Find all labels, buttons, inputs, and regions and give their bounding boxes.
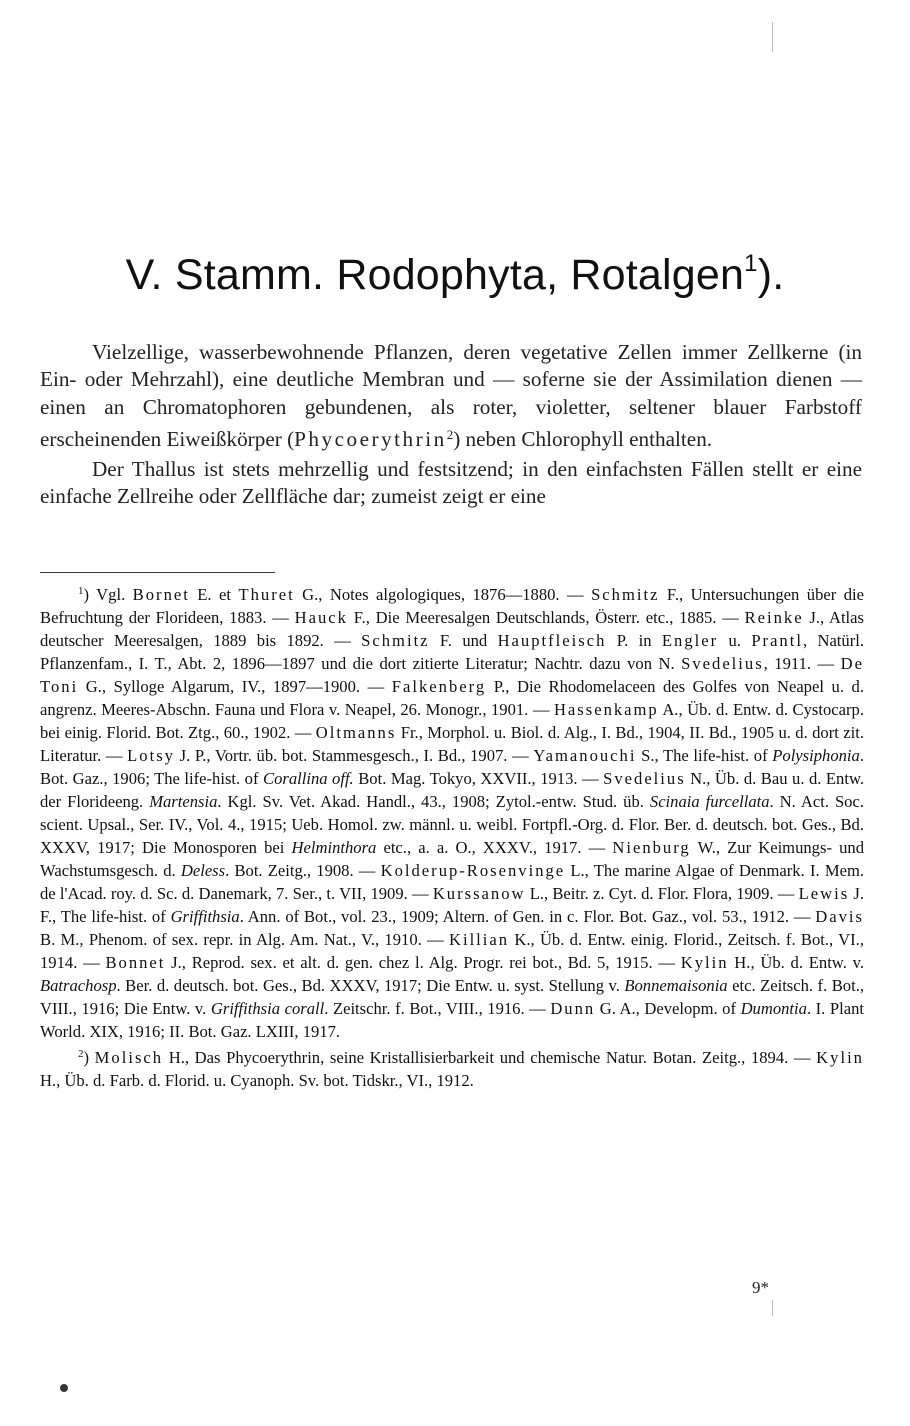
- citation-text: F. und: [429, 631, 498, 651]
- footnote-2: [40, 1043, 864, 1092]
- author-name: Svedelius: [681, 654, 764, 674]
- body-text: [40, 339, 862, 511]
- taxon-name: Scinaia furcellata: [649, 792, 770, 812]
- citation-text: ) Vgl.: [83, 585, 133, 604]
- citation-text: A., Üb. d. Entw. d. Cystocarp. bei einig. Florid. Bot. Ztg., 60., 1902. —: [40, 700, 864, 743]
- citation-text: . Kgl. Sv. Vet. Akad. Handl., 43., 1908; Zytol.-entw. Stud. üb.: [217, 792, 650, 812]
- author-name: Dunn: [550, 999, 596, 1019]
- author-name: Killian: [448, 930, 510, 950]
- taxon-name: Deless: [180, 861, 226, 881]
- paragraph-1-text: Vielzellige, wasserbewohnende Pflanzen, deren vegetative Zellen immer Zellkerne (in Ein- oder Mehrzahl), eine deutliche Membran und — soferne sie der Assimilation dienen — einen an Chromatophoren gebundenen, als roter, violetter, seltener blauer Farbstoff erscheinenden Eiweißkörper (: [40, 340, 862, 451]
- paragraph-1: [40, 339, 862, 453]
- taxon-name: Dumontia: [740, 999, 807, 1019]
- citation-text: . Zeitschr. f. Bot., VIII., 1916. —: [324, 999, 551, 1019]
- taxon-name: Bonnemaisonia: [624, 976, 728, 996]
- scan-edge-mark: [772, 22, 773, 52]
- author-name: Reinke: [744, 608, 804, 628]
- citation-text: L., The marine Algae of Denmark. I. Mem. de l'Acad. roy. d. Sc. d. Danemark, 7. Ser., t. VII, 1909. —: [40, 861, 864, 904]
- citation-text: K., Üb. d. Entw. einig. Florid., Zeitsch. f. Bot., VI., 1914. —: [40, 930, 864, 973]
- chapter-title: [0, 250, 910, 300]
- author-name: Schmitz: [591, 585, 660, 604]
- author-name: Kolderup-Rosenvinge: [380, 861, 566, 881]
- paragraph-1-end: ) neben Chlorophyll enthalten.: [453, 426, 713, 451]
- taxon-name: Batrachosp: [40, 976, 117, 996]
- citation-text: G., Sylloge Algarum, IV., 1897—1900. —: [78, 677, 392, 697]
- citation-text: . N. Act. Soc. scient. Upsal., Ser. IV., Vol. 4., 1915; Ueb. Homol. zw. männl. u. weibl. Fortpfl.-Org. d. Flor. Ber. d. deutsch. bot. Ges., Bd. XXXV, 1917; Die Monosporen bei: [40, 792, 864, 858]
- footnote-1: [40, 580, 864, 1043]
- citation-text: u.: [718, 631, 752, 651]
- citation-text: , 1911. —: [763, 654, 841, 674]
- author-name: De Toni: [40, 654, 864, 697]
- citation-text: H., Üb. d. Farb. d. Florid. u. Cyanoph. Sv. bot. Tidskr., VI., 1912.: [40, 1071, 474, 1091]
- taxon-name: Griffithsia corall: [210, 999, 325, 1019]
- author-name: Thuret: [238, 585, 295, 604]
- citation-text: , Natürl. Pflanzenfam., I. T., Abt. 2, 1896—1897 und die dort zitierte Literatur; Nachtr. dazu von N.: [40, 631, 865, 674]
- author-name: Hauptfleisch: [497, 631, 607, 651]
- citation-text: etc. Zeitsch. f. Bot., VIII., 1916; Die Entw. v.: [40, 976, 864, 1019]
- taxon-name: Polysiphonia: [772, 746, 860, 766]
- author-name: Schmitz: [361, 631, 430, 651]
- citation-text: Fr., Morphol. u. Biol. d. Alg., I. Bd., 1904, II. Bd., 1905 u. d. dort zit. Literatur. —: [40, 723, 864, 766]
- citation-text: B. M., Phenom. of sex. repr. in Alg. Am. Nat., V., 1910. —: [40, 930, 449, 950]
- citation-text: P., Die Rhodomelaceen des Golfes von Neapel u. d. angrenz. Meeres-Abschn. Fauna und Flora v. Neapel, 26. Monogr., 1901. —: [40, 677, 864, 720]
- footnote-1-mark: 1: [78, 585, 84, 597]
- author-name: Lewis: [798, 884, 850, 904]
- footnotes: [40, 580, 864, 1092]
- chapter-title-text: V. Stamm. Rodophyta, Rotalgen: [125, 251, 745, 299]
- taxon-name: Corallina off.: [263, 769, 354, 789]
- author-name: Bornet: [132, 585, 190, 604]
- citation-text: H., Das Phycoerythrin, seine Kristallisierbarkeit und chemische Natur. Botan. Zeitg., 1894. —: [163, 1048, 817, 1068]
- author-name: Nienburg: [612, 838, 691, 858]
- citation-text: . Ber. d. deutsch. bot. Ges., Bd. XXXV, 1917; Die Entw. u. syst. Stellung v.: [116, 976, 625, 996]
- chapter-title-close: ).: [757, 251, 785, 299]
- citation-text: etc., a. a. O., XXXV., 1917. —: [376, 838, 613, 858]
- citation-text: J., Reprod. sex. et alt. d. gen. chez l. Alg. Progr. rei bot., Bd. 5, 1915. —: [165, 953, 681, 973]
- citation-text: F., Untersuchungen über die Befruchtung der Florideen, 1883. —: [40, 585, 864, 628]
- author-name: Davis: [815, 907, 864, 927]
- citation-text: G. A., Developm. of: [595, 999, 741, 1019]
- citation-text: L., Beitr. z. Cyt. d. Flor. Flora, 1909. —: [525, 884, 799, 904]
- citation-text: . I. Plant World. XIX, 1916; II. Bot. Gaz. LXIII, 1917.: [40, 999, 864, 1042]
- author-name: Kylin: [680, 953, 729, 973]
- chapter-title-footnote-ref: 1: [744, 250, 758, 277]
- citation-text: P. in: [606, 631, 662, 651]
- author-name: Engler: [661, 631, 719, 651]
- citation-text: G., Notes algologiques, 1876—1880. —: [294, 585, 592, 604]
- citation-text: S., The life-hist. of: [636, 746, 773, 766]
- citation-text: F., Die Meeresalgen Deutschlands, Österr. etc., 1885. —: [347, 608, 745, 628]
- citation-text: N., Üb. d. Bau u. d. Entw. der Florideeng.: [40, 769, 864, 812]
- author-name: Bonnet: [105, 953, 166, 973]
- author-name: Kurssanow: [432, 884, 526, 904]
- paragraph-2: Der Thallus ist stets mehrzellig und festsitzend; in den einfachsten Fällen stellt er eine einfache Zellreihe oder Zellfläche dar; zumeist zeigt er eine: [40, 457, 862, 509]
- term-phycoerythrin: Phycoerythrin: [294, 426, 447, 451]
- citation-text: . Bot. Gaz., 1906; The life-hist. of: [40, 746, 864, 789]
- page-number: 9*: [752, 1278, 769, 1297]
- taxon-name: Martensia: [149, 792, 218, 812]
- citation-text: E. et: [189, 585, 239, 604]
- citation-text: W., Zur Keimungs- und Wachstumsgesch. d.: [40, 838, 864, 881]
- citation-text: J. F., The life-hist. of: [40, 884, 864, 927]
- citation-text: H., Üb. d. Entw. v.: [728, 953, 864, 973]
- citation-text: . Bot. Zeitg., 1908. —: [225, 861, 381, 881]
- author-name: Hauck: [294, 608, 348, 628]
- paragraph-1-footnote-ref: 2: [446, 426, 454, 442]
- footnote-2-mark: 2: [78, 1048, 84, 1061]
- taxon-name: Helminthora: [291, 838, 377, 858]
- author-name: Yamanouchi: [533, 746, 637, 766]
- author-name: Lotsy: [127, 746, 175, 766]
- scan-edge-mark-lower: [772, 1300, 773, 1316]
- footnote-2-body: [40, 1048, 864, 1090]
- citation-text: J., Atlas deutscher Meeresalgen, 1889 bis 1892. —: [40, 608, 864, 651]
- author-name: Svedelius: [603, 769, 686, 789]
- citation-text: J. P., Vortr. üb. bot. Stammesgesch., I. Bd., 1907. —: [174, 746, 534, 766]
- author-name: Hassenkamp: [553, 700, 659, 720]
- taxon-name: Griffithsia: [170, 907, 240, 927]
- footnote-separator: [40, 572, 275, 573]
- footnote-1-body: [40, 585, 864, 1041]
- author-name: Oltmanns: [315, 723, 397, 743]
- author-name: Prantl: [751, 631, 803, 651]
- scan-dot-mark: [60, 1384, 68, 1392]
- author-name: Kylin: [816, 1048, 864, 1068]
- citation-text: Bot. Mag. Tokyo, XXVII., 1913. —: [353, 769, 604, 789]
- author-name: Falkenberg: [391, 677, 487, 697]
- citation-text: . Ann. of Bot., vol. 23., 1909; Altern. of Gen. in c. Flor. Bot. Gaz., vol. 53., 1912. —: [239, 907, 816, 927]
- author-name: Molisch: [94, 1048, 164, 1068]
- citation-text: ): [83, 1048, 95, 1068]
